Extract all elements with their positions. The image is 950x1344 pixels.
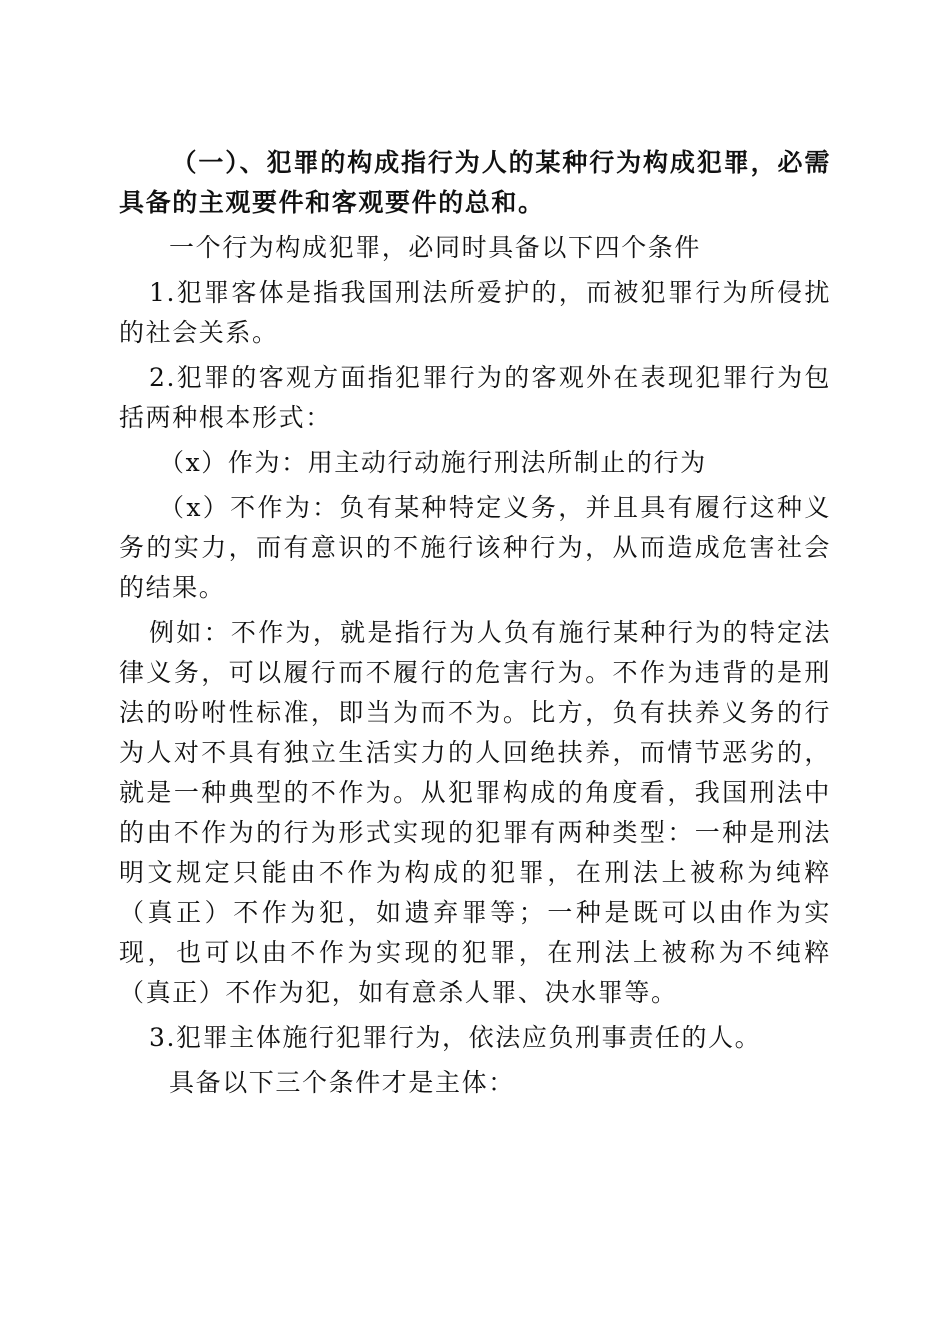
crime-subject-paragraph: 3.犯罪主体施行犯罪行为，依法应负刑事责任的人。 bbox=[149, 1023, 762, 1052]
conditions-intro-paragraph: 一个行为构成犯罪，必同时具备以下四个条件 bbox=[169, 233, 702, 262]
omission-form-paragraph: （x）不作为：负有某种特定义务，并且具有履行这种义务的实力，而有意识的不施行该种行为，从而造成危害社会的结果。 bbox=[119, 493, 831, 602]
section-heading-paragraph: （一）、犯罪的构成指行为人的某种行为构成犯罪，必需具备的主观要件和客观要件的总和。 bbox=[119, 148, 831, 217]
subject-conditions-paragraph: 具备以下三个条件才是主体： bbox=[169, 1068, 515, 1097]
example-paragraph: 例如：不作为，就是指行为人负有施行某种行为的特定法律义务，可以履行而不履行的危害行为。不作为违背的是刑法的吩咐性标准，即当为而不为。比方，负有扶养义务的行为人对不具有独立生活实力的人回绝扶养，而情节恶劣的，就是一种典型的不作为。从犯罪构成的角度看，我国刑法中的由不作为的行为形式实现的犯罪有两种类型：一种是刑法明文规定只能由不作为构成的犯罪，在刑法上被称为纯粹（真正）不作为犯，如遗弃罪等；一种是既可以由作为实现，也可以由不作为实现的犯罪，在刑法上被称为不纯粹（真正）不作为犯，如有意杀人罪、决水罪等。 bbox=[119, 618, 831, 1007]
act-form-paragraph: （x）作为：用主动行动施行刑法所制止的行为 bbox=[159, 448, 707, 477]
objective-aspect-paragraph: 2.犯罪的客观方面指犯罪行为的客观外在表现犯罪行为包括两种根本形式： bbox=[119, 363, 831, 432]
crime-object-paragraph: 1.犯罪客体是指我国刑法所爱护的，而被犯罪行为所侵扰的社会关系。 bbox=[119, 278, 831, 347]
document-body bbox=[119, 143, 831, 1103]
